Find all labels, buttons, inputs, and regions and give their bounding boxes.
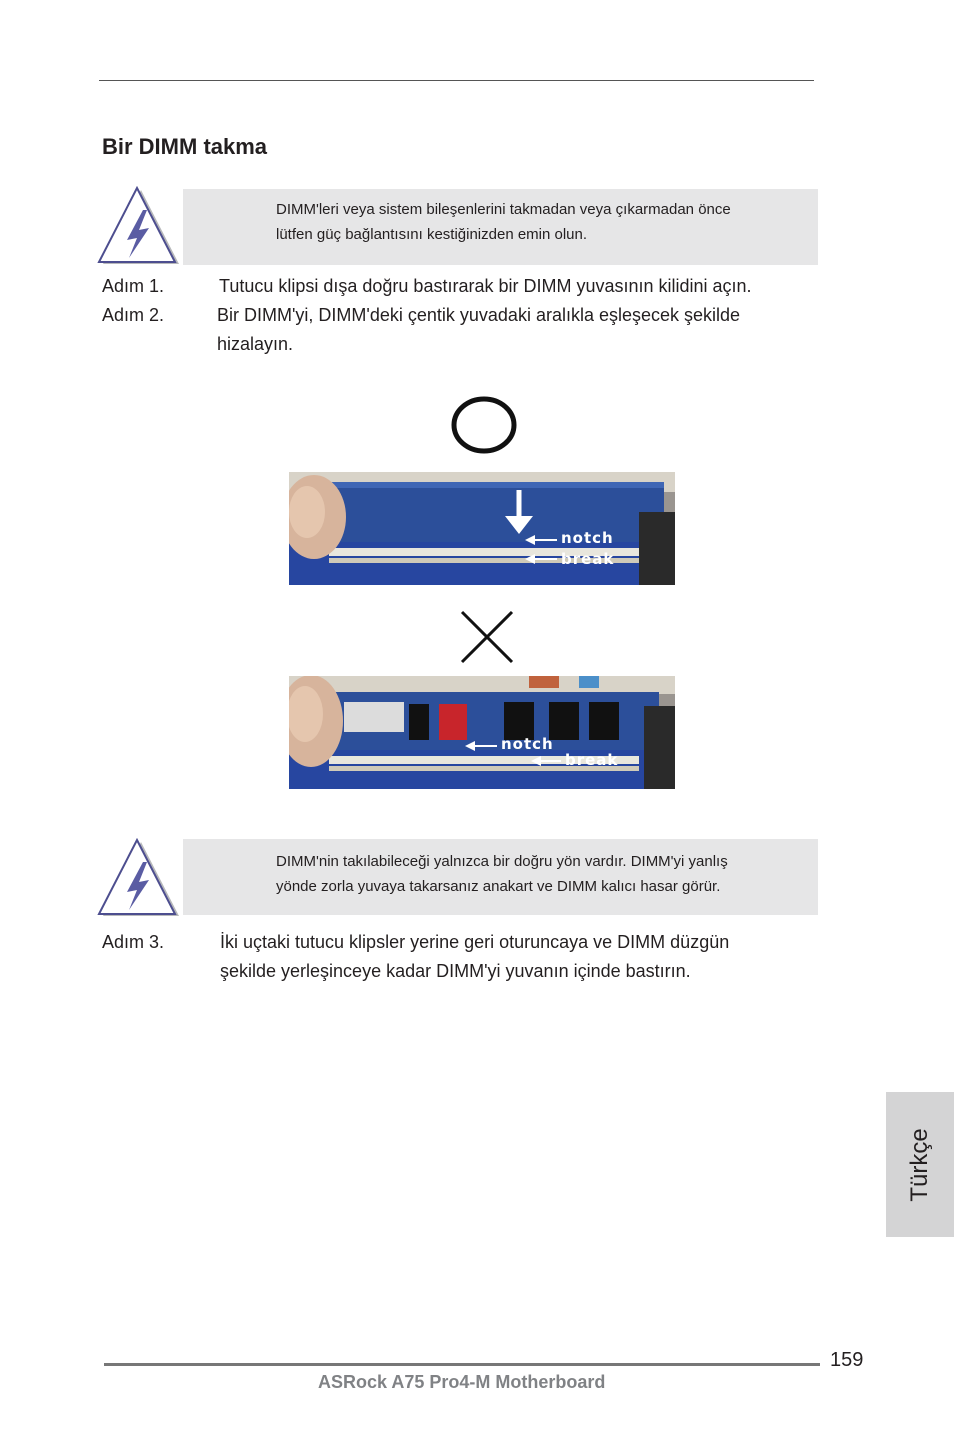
caution-note-line2: lütfen güç bağlantısını kestiğinizden emin olun. [276,226,588,243]
caution-note-line1: DIMM'leri veya sistem bileşenlerini takmadan veya çıkarmadan önce [276,201,731,218]
page-number: 159 [830,1349,864,1371]
correct-break-label: break [561,550,615,568]
caution-note [183,189,818,265]
bottom-rule [104,1363,820,1366]
step-3-text-line2: şekilde yerleşinceye kadar DIMM'yi yuvanın içinde bastırın. [220,961,691,981]
section-title: Bir DIMM takma [102,134,268,159]
warning-icon [97,186,181,268]
footer-text: ASRock A75 Pro4-M Motherboard [318,1372,606,1392]
step-3-label: Adım 3. [102,932,165,952]
step-2-text-line2: hizalayın. [217,334,294,354]
orientation-note-line1: DIMM'nin takılabileceği yalnızca bir doğru yön vardır. DIMM'yi yanlış [276,853,728,870]
wrong-cross-icon [459,609,515,670]
warning-icon [97,838,181,920]
step-2-label: Adım 2. [102,305,165,325]
correct-circle-icon [450,394,518,461]
step-2-text-line1: Bir DIMM'yi, DIMM'deki çentik yuvadaki aralıkla eşleşecek şekilde [217,305,741,325]
dimm-wrong-photo [289,676,675,789]
dimm-correct-photo [289,472,675,585]
language-tab [886,1092,954,1237]
language-tab-label: Türkçe [906,1127,933,1202]
orientation-note-line2: yönde zorla yuvaya takarsanız anakart ve DIMM kalıcı hasar görür. [276,878,721,895]
correct-notch-label: notch [561,529,614,547]
step-1-text: Tutucu klipsi dışa doğru bastırarak bir DIMM yuvasının kilidini açın. [219,276,752,296]
wrong-break-label: break [565,751,619,769]
top-rule [99,80,814,81]
step-3-text-line1: İki uçtaki tutucu klipsler yerine geri oturuncaya ve DIMM düzgün [220,932,730,952]
orientation-note [183,839,818,915]
wrong-notch-label: notch [501,735,554,753]
step-1-label: Adım 1. [102,276,165,296]
